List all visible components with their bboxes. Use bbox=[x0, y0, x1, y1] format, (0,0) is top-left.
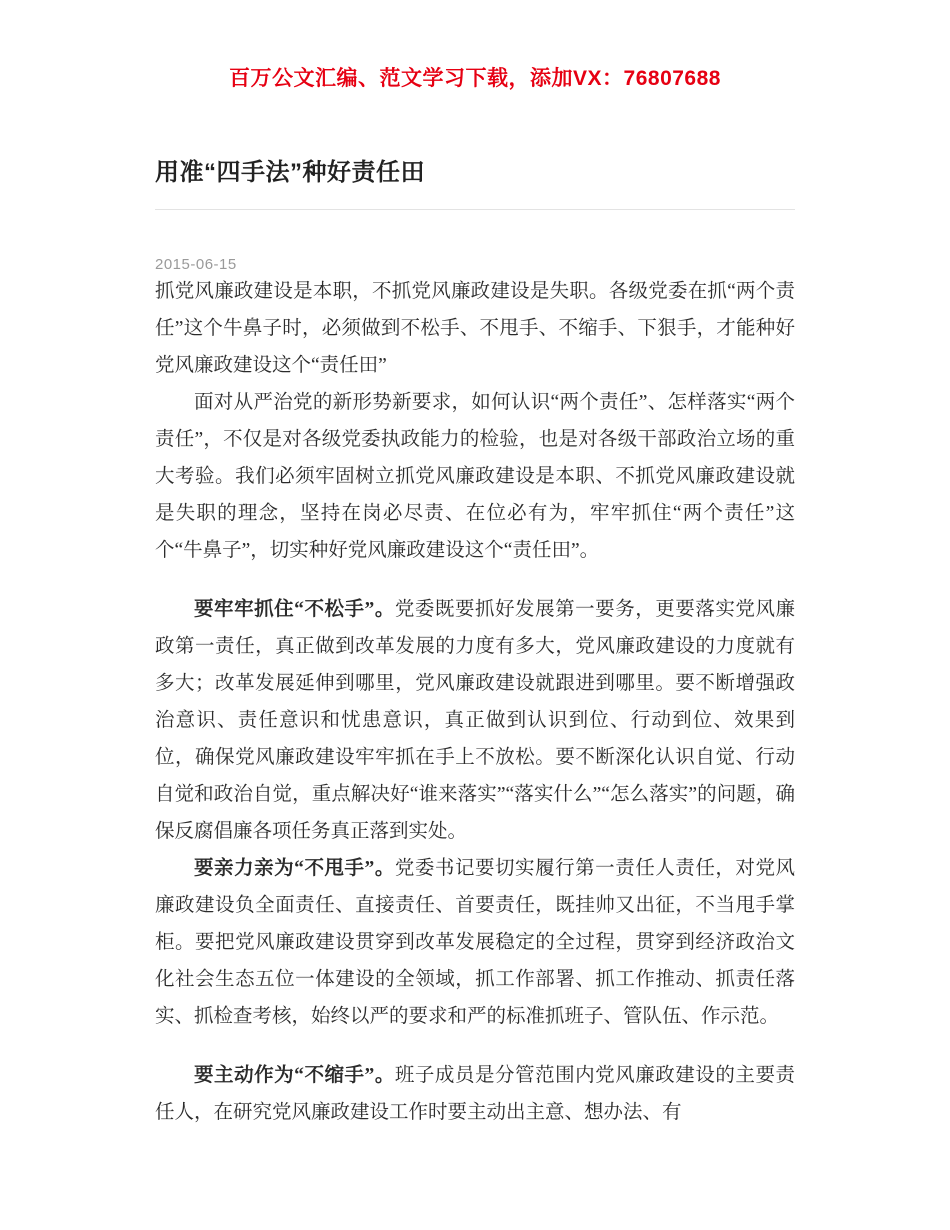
paragraph: 抓党风廉政建设是本职，不抓党风廉政建设是失职。各级党委在抓“两个责任”这个牛鼻子时，必须做到不松手、不甩手、不缩手、下狠手，才能种好党风廉政建设这个“责任田” bbox=[155, 281, 795, 376]
paragraph-lead: 要亲力亲为“不甩手”。 bbox=[194, 858, 395, 879]
title-divider bbox=[155, 209, 795, 210]
paragraph-lead: 要主动作为“不缩手”。 bbox=[194, 1065, 395, 1086]
paragraph: 面对从严治党的新形势新要求，如何认识“两个责任”、怎样落实“两个责任”，不仅是对各级党委执政能力的检验，也是对各级干部政治立场的重大考验。我们必须牢固树立抓党风廉政建设是本职、不抓党风廉政建设就是失职的理念，坚持在岗必尽责、在位必有为，牢牢抓住“两个责任”这个“牛鼻子”，切实种好党风廉政建设这个“责任田”。 bbox=[155, 392, 795, 561]
publish-date: 2015-06-15 bbox=[155, 256, 237, 273]
paragraph-text: 班子成员是分管范围内党风廉政建设的主要责任人，在研究党风廉政建设工作时要主动出主意、想办法、有 bbox=[155, 1065, 795, 1123]
paragraph-text: 党委书记要切实履行第一责任人责任，对党风廉政建设负全面责任、直接责任、首要责任，既挂帅又出征，不当甩手掌柜。要把党风廉政建设贯穿到改革发展稳定的全过程，贯穿到经济政治文化社会生态五位一体建设的全领域，抓工作部署、抓工作推动、抓责任落实、抓检查考核，始终以严的要求和严的标准抓班子、管队伍、作示范。 bbox=[155, 858, 795, 1027]
paragraph-text: 党委既要抓好发展第一要务，更要落实党风廉政第一责任，真正做到改革发展的力度有多大，党风廉政建设的力度就有多大；改革发展延伸到哪里，党风廉政建设就跟进到哪里。要不断增强政治意识、责任意识和忧患意识，真正做到认识到位、行动到位、效果到位，确保党风廉政建设牢牢抓在手上不放松。要不断深化认识自觉、行动自觉和政治自觉，重点解决好“谁来落实”“落实什么”“怎么落实”的问题，确保反腐倡廉各项任务真正落到实处。 bbox=[155, 599, 795, 842]
paragraph bbox=[155, 1057, 795, 1131]
document-body bbox=[155, 273, 795, 1131]
promo-banner: 百万公文汇编、范文学习下载，添加VX：76807688 bbox=[229, 67, 721, 90]
page-title: 用准“四手法”种好责任田 bbox=[155, 159, 425, 186]
paragraph bbox=[155, 591, 795, 850]
paragraph-lead: 要牢牢抓住“不松手”。 bbox=[194, 599, 395, 620]
paragraph bbox=[155, 850, 795, 1035]
